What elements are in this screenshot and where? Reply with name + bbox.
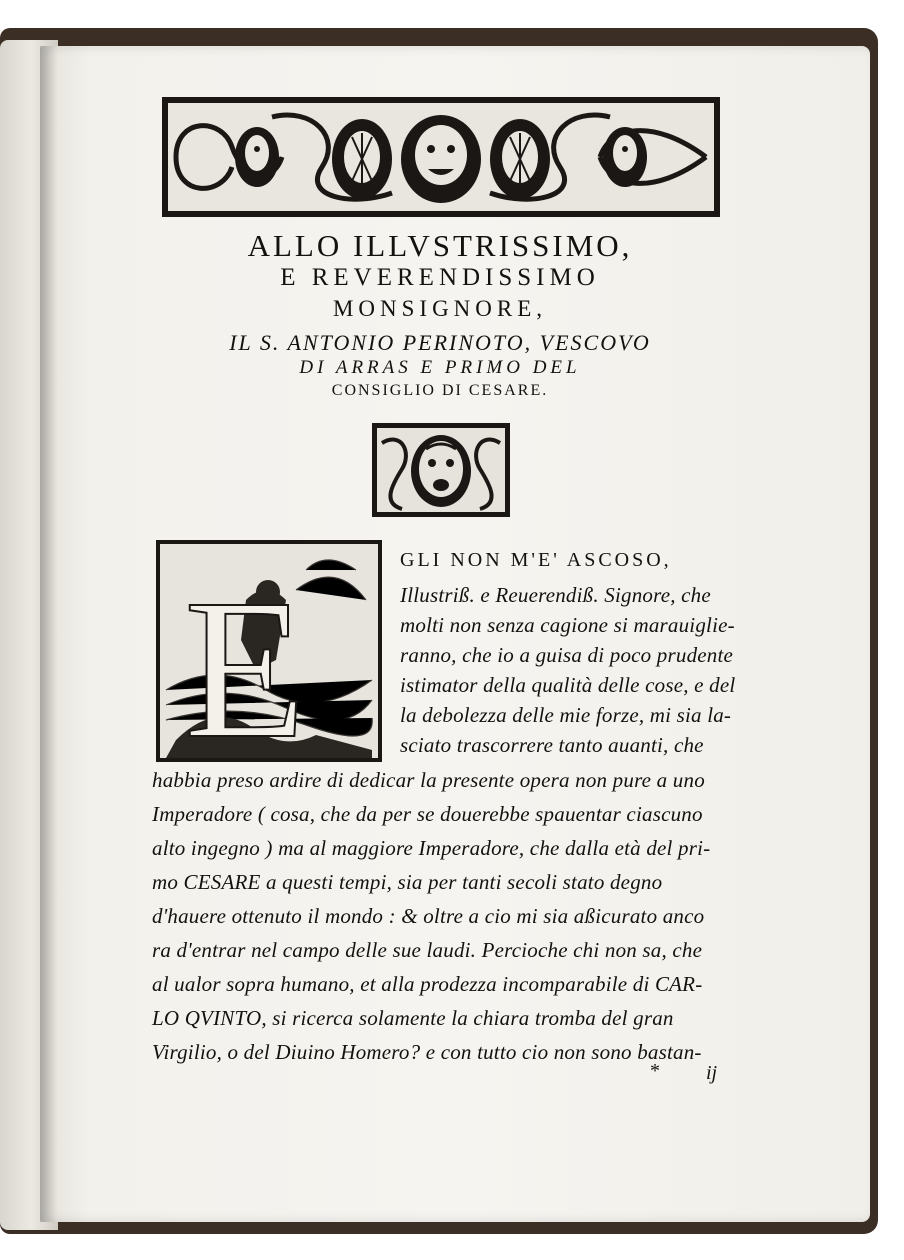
body-line-9: Imperadore ( cosa, che da per se douerebbe spauentar ciascuno bbox=[152, 802, 703, 826]
body-line-1: GLI NON M'E' ASCOSO, bbox=[400, 549, 672, 571]
heading-line-6: CONSIGLIO DI CESARE. bbox=[331, 382, 549, 399]
woodcut-headband-ornament bbox=[162, 97, 720, 217]
body-line-13: ra d'entrar nel campo delle sue laudi. Percioche chi non sa, che bbox=[152, 938, 703, 962]
heading-line-5: DI ARRAS E PRIMO DEL bbox=[299, 357, 581, 378]
signature-mark: * bbox=[650, 1060, 660, 1082]
heading-line-2: E REVERENDISSIMO bbox=[280, 264, 600, 291]
body-line-6: la debolezza delle mie forze, mi sia la- bbox=[400, 703, 732, 727]
heading-line-3: MONSIGNORE, bbox=[332, 296, 548, 321]
heading-line-1: ALLO ILLVSTRISSIMO, bbox=[247, 228, 633, 263]
signature-number: ij bbox=[706, 1062, 718, 1084]
body-line-14: al ualor sopra humano, et alla prodezza incomparabile di CAR- bbox=[152, 972, 703, 996]
body-line-2: Illustriß. e Reuerendiß. Signore, che bbox=[400, 583, 711, 607]
body-line-4: ranno, che io a guisa di poco prudente bbox=[400, 643, 734, 667]
body-line-16: Virgilio, o del Diuino Homero? e con tutto cio non sono bastan- bbox=[152, 1040, 702, 1064]
body-line-5: istimator della qualità delle cose, e del bbox=[400, 673, 736, 697]
body-line-8: habbia preso ardire di dedicar la presente opera non pure a uno bbox=[152, 768, 705, 792]
body-line-3: molti non senza cagione si marauiglie- bbox=[400, 613, 735, 637]
initial-letter: E bbox=[184, 559, 307, 762]
woodcut-initial-e bbox=[156, 540, 382, 762]
body-line-12: d'hauere ottenuto il mondo : & oltre a cio mi sia aßicurato anco bbox=[152, 904, 705, 928]
heading-line-4: IL S. ANTONIO PERINOTO, VESCOVO bbox=[229, 330, 651, 355]
body-line-11: mo CESARE a questi tempi, sia per tanti secoli stato degno bbox=[152, 870, 663, 894]
body-line-10: alto ingegno ) ma al maggiore Imperadore, che dalla età del pri- bbox=[152, 836, 711, 860]
body-line-7: sciato trascorrere tanto auanti, che bbox=[400, 733, 704, 757]
woodcut-mask-ornament bbox=[372, 423, 510, 517]
body-line-15: LO QVINTO, si ricerca solamente la chiara tromba del gran bbox=[152, 1006, 674, 1030]
page-gutter-shadow bbox=[40, 46, 58, 1222]
